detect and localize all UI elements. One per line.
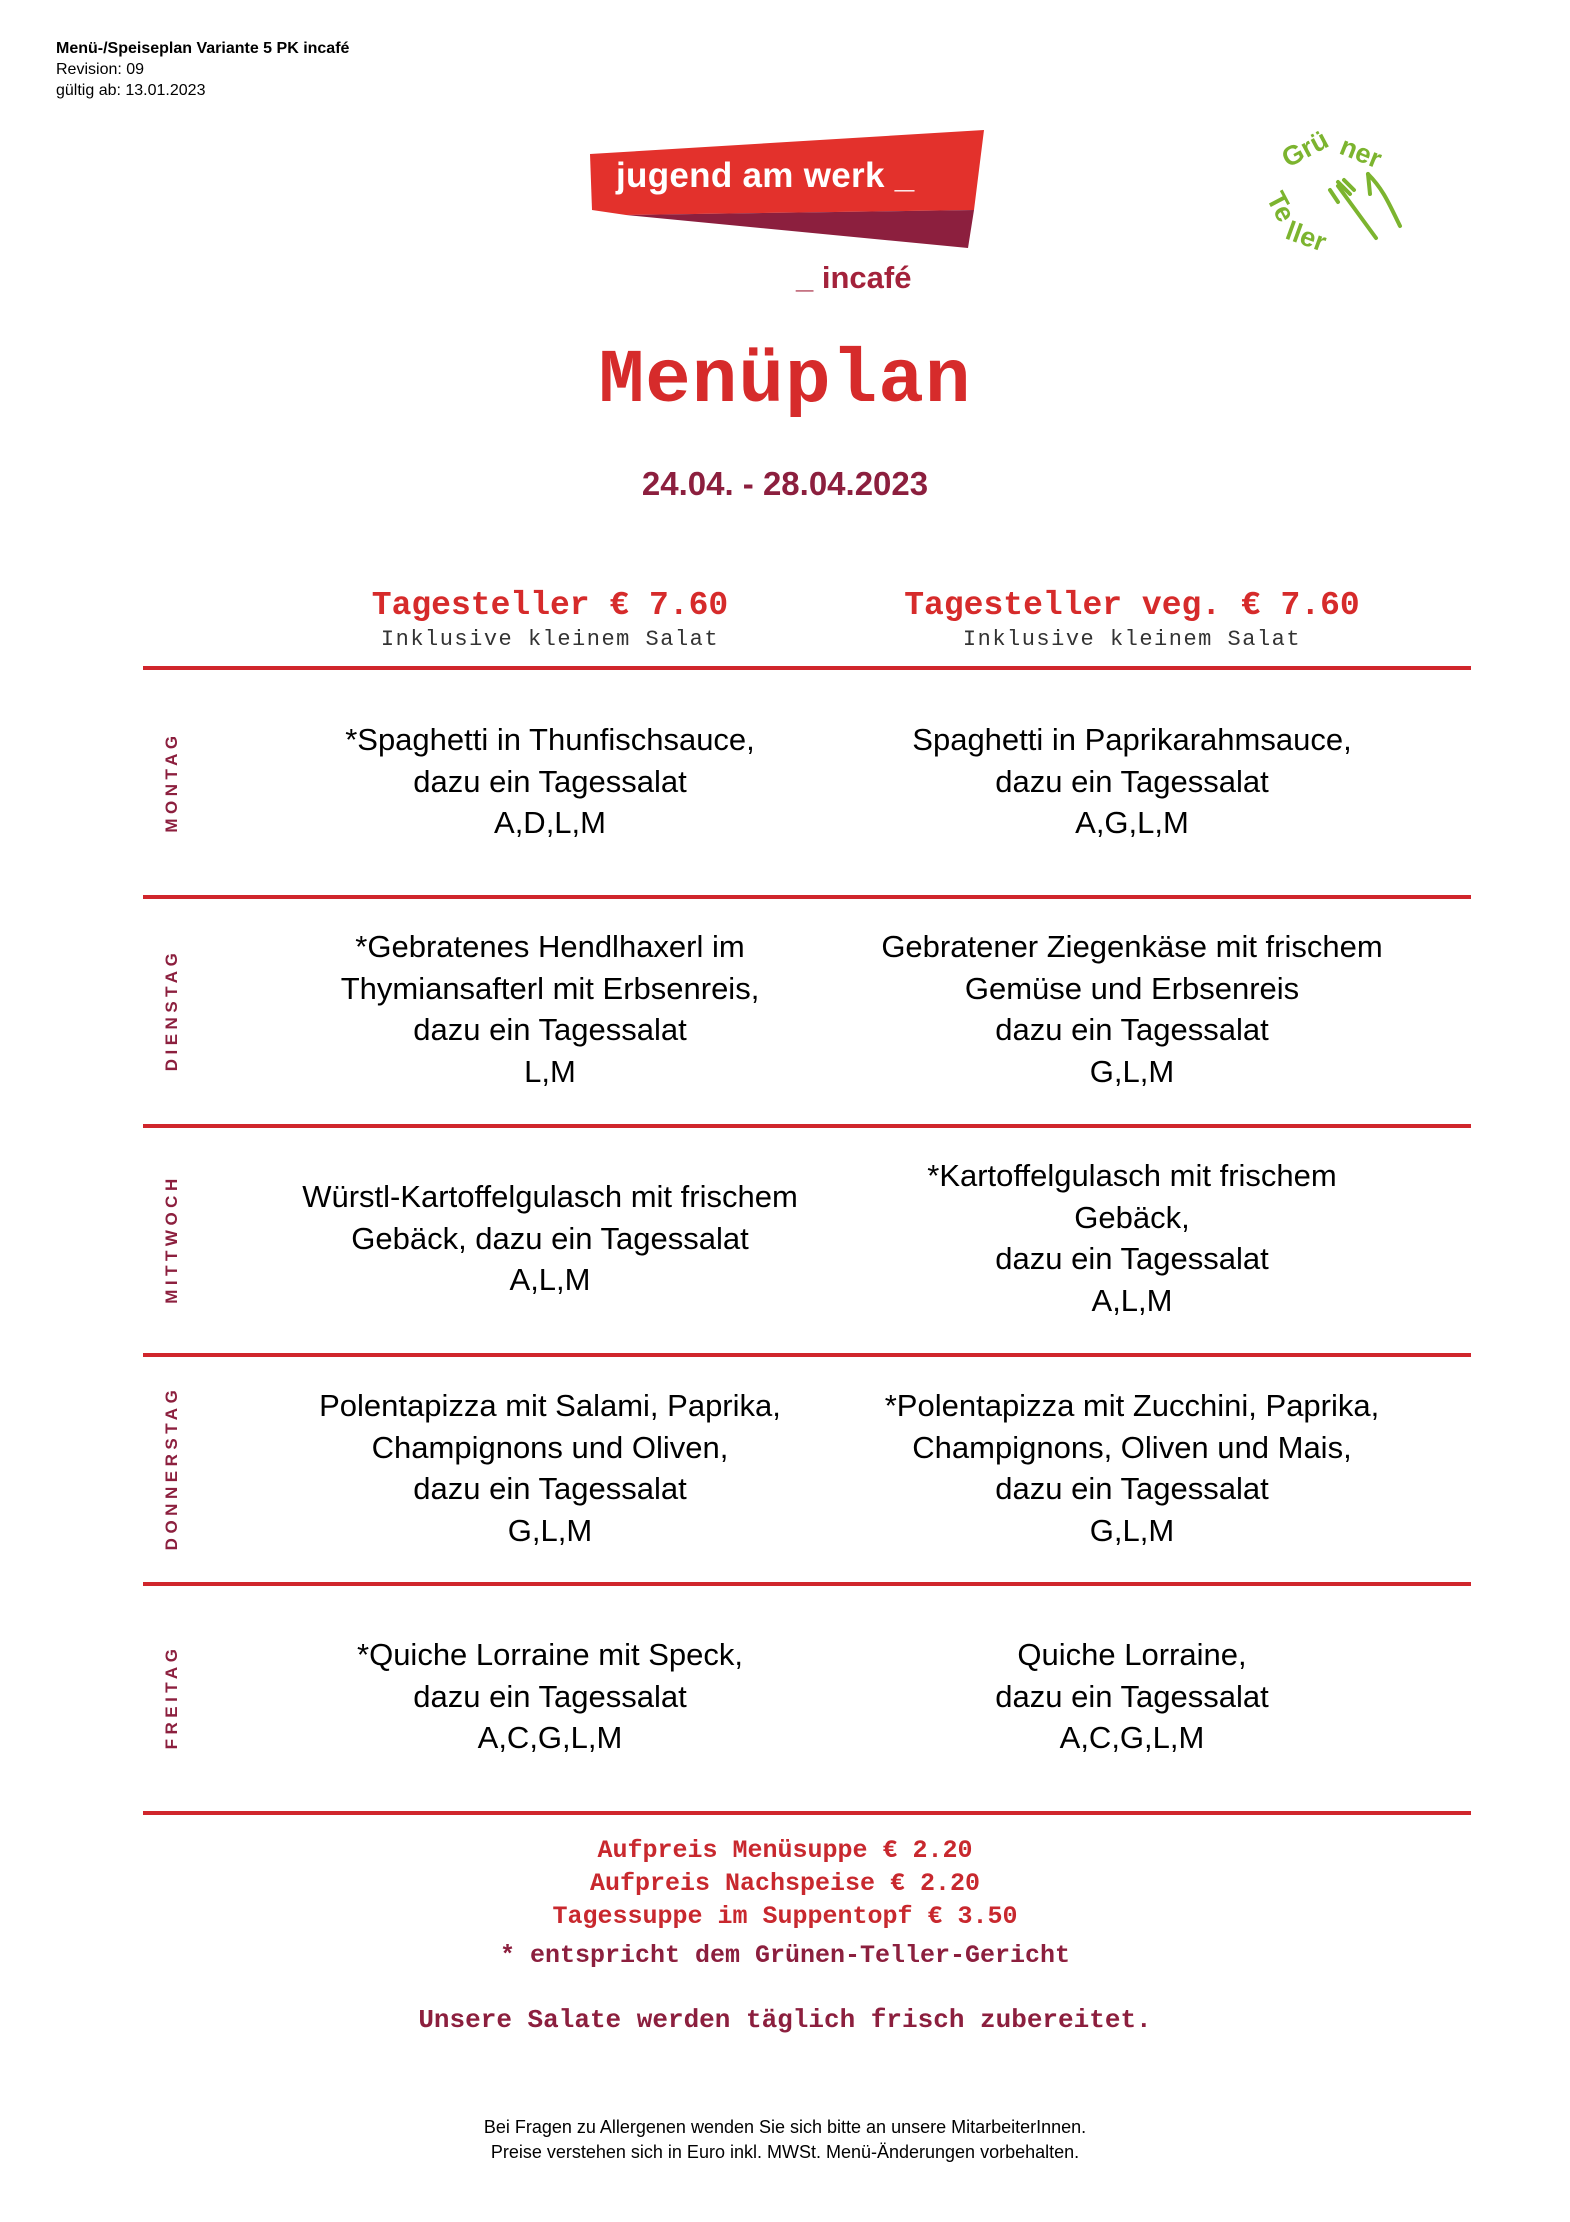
column-header-vegetarian	[852, 586, 1412, 654]
svg-text:Te: Te	[1260, 186, 1302, 227]
footer-price-note: Preise verstehen sich in Euro inkl. MWSt. Menü-Änderungen vorbehalten.	[490, 2142, 1080, 2162]
menu-cell-freitag-vegetarian: Quiche Lorraine, dazu ein Tagessalat A,C,G,L,M	[995, 1637, 1269, 1755]
menu-cell-montag-vegetarian: Spaghetti in Paprikarahmsauce, dazu ein Tagessalat A,G,L,M	[912, 722, 1352, 840]
page-title: Menüplan	[598, 338, 972, 424]
extra-price-line: Aufpreis Nachspeise € 2.20	[589, 1869, 981, 1898]
menu-cell-mittwoch-vegetarian: *Kartoffelgulasch mit frischem Gebäck, dazu ein Tagessalat A,L,M	[927, 1158, 1337, 1318]
salad-note: Unsere Salate werden täglich frisch zubereitet.	[418, 2005, 1152, 2035]
document-title: Menü-/Speiseplan Variante 5 PK incafé	[56, 40, 350, 57]
jugend-am-werk-logo	[586, 130, 996, 305]
divider	[143, 1124, 1471, 1128]
column-subtitle: Inklusive kleinem Salat	[962, 627, 1302, 652]
menu-cell-mittwoch-regular: Würstl-Kartoffelgulasch mit frischem Gebäck, dazu ein Tagessalat A,L,M	[302, 1179, 798, 1297]
date-range: 24.04. - 28.04.2023	[641, 465, 929, 502]
valid-from: gültig ab: 13.01.2023	[56, 82, 206, 99]
divider	[143, 1811, 1471, 1815]
divider	[143, 1582, 1471, 1586]
menu-cell-dienstag-vegetarian: Gebratener Ziegenkäse mit frischem Gemüse und Erbsenreis dazu ein Tagessalat G,L,M	[881, 929, 1383, 1089]
menu-cell-dienstag-regular: *Gebratenes Hendlhaxerl im Thymiansafterl mit Erbsenreis, dazu ein Tagessalat L,M	[340, 929, 760, 1089]
footer-allergen-note: Bei Fragen zu Allergenen wenden Sie sich bitte an unsere MitarbeiterInnen.	[483, 2117, 1087, 2137]
divider	[143, 666, 1471, 670]
column-title: Tagesteller veg. € 7.60	[904, 587, 1360, 624]
menu-cell-freitag-regular: *Quiche Lorraine mit Speck, dazu ein Tagessalat A,C,G,L,M	[357, 1637, 743, 1755]
svg-text:ller: ller	[1281, 215, 1331, 258]
gruener-teller-seal	[1258, 128, 1413, 268]
menu-cell-donnerstag-regular: Polentapizza mit Salami, Paprika, Champignons und Oliven, dazu ein Tagessalat G,L,M	[319, 1388, 781, 1548]
extras-prices	[0, 1834, 1570, 1933]
divider	[143, 1353, 1471, 1357]
svg-text:ner: ner	[1335, 130, 1386, 175]
extra-price-line: Tagessuppe im Suppentopf € 3.50	[552, 1902, 1018, 1931]
extra-price-line: Aufpreis Menüsuppe € 2.20	[597, 1836, 973, 1865]
logo-text-sub: _ incafé	[796, 260, 912, 295]
revision: Revision: 09	[56, 61, 145, 78]
svg-text:Grü: Grü	[1276, 128, 1334, 174]
footer	[0, 2115, 1570, 2165]
document-header	[56, 38, 349, 101]
column-subtitle: Inklusive kleinem Salat	[380, 627, 720, 652]
column-header-regular	[270, 586, 830, 654]
logo-text-main: jugend am werk _	[616, 156, 915, 195]
menu-cell-donnerstag-vegetarian: *Polentapizza mit Zucchini, Paprika, Champignons, Oliven und Mais, dazu ein Tagessalat G,L,M	[884, 1388, 1380, 1548]
column-title: Tagesteller € 7.60	[371, 587, 729, 624]
divider	[143, 895, 1471, 899]
fork-knife-icon	[1258, 128, 1413, 268]
menu-cell-montag-regular: *Spaghetti in Thunfischsauce, dazu ein Tagessalat A,D,L,M	[345, 722, 755, 840]
green-teller-note: * entspricht dem Grünen-Teller-Gericht	[499, 1941, 1071, 1970]
